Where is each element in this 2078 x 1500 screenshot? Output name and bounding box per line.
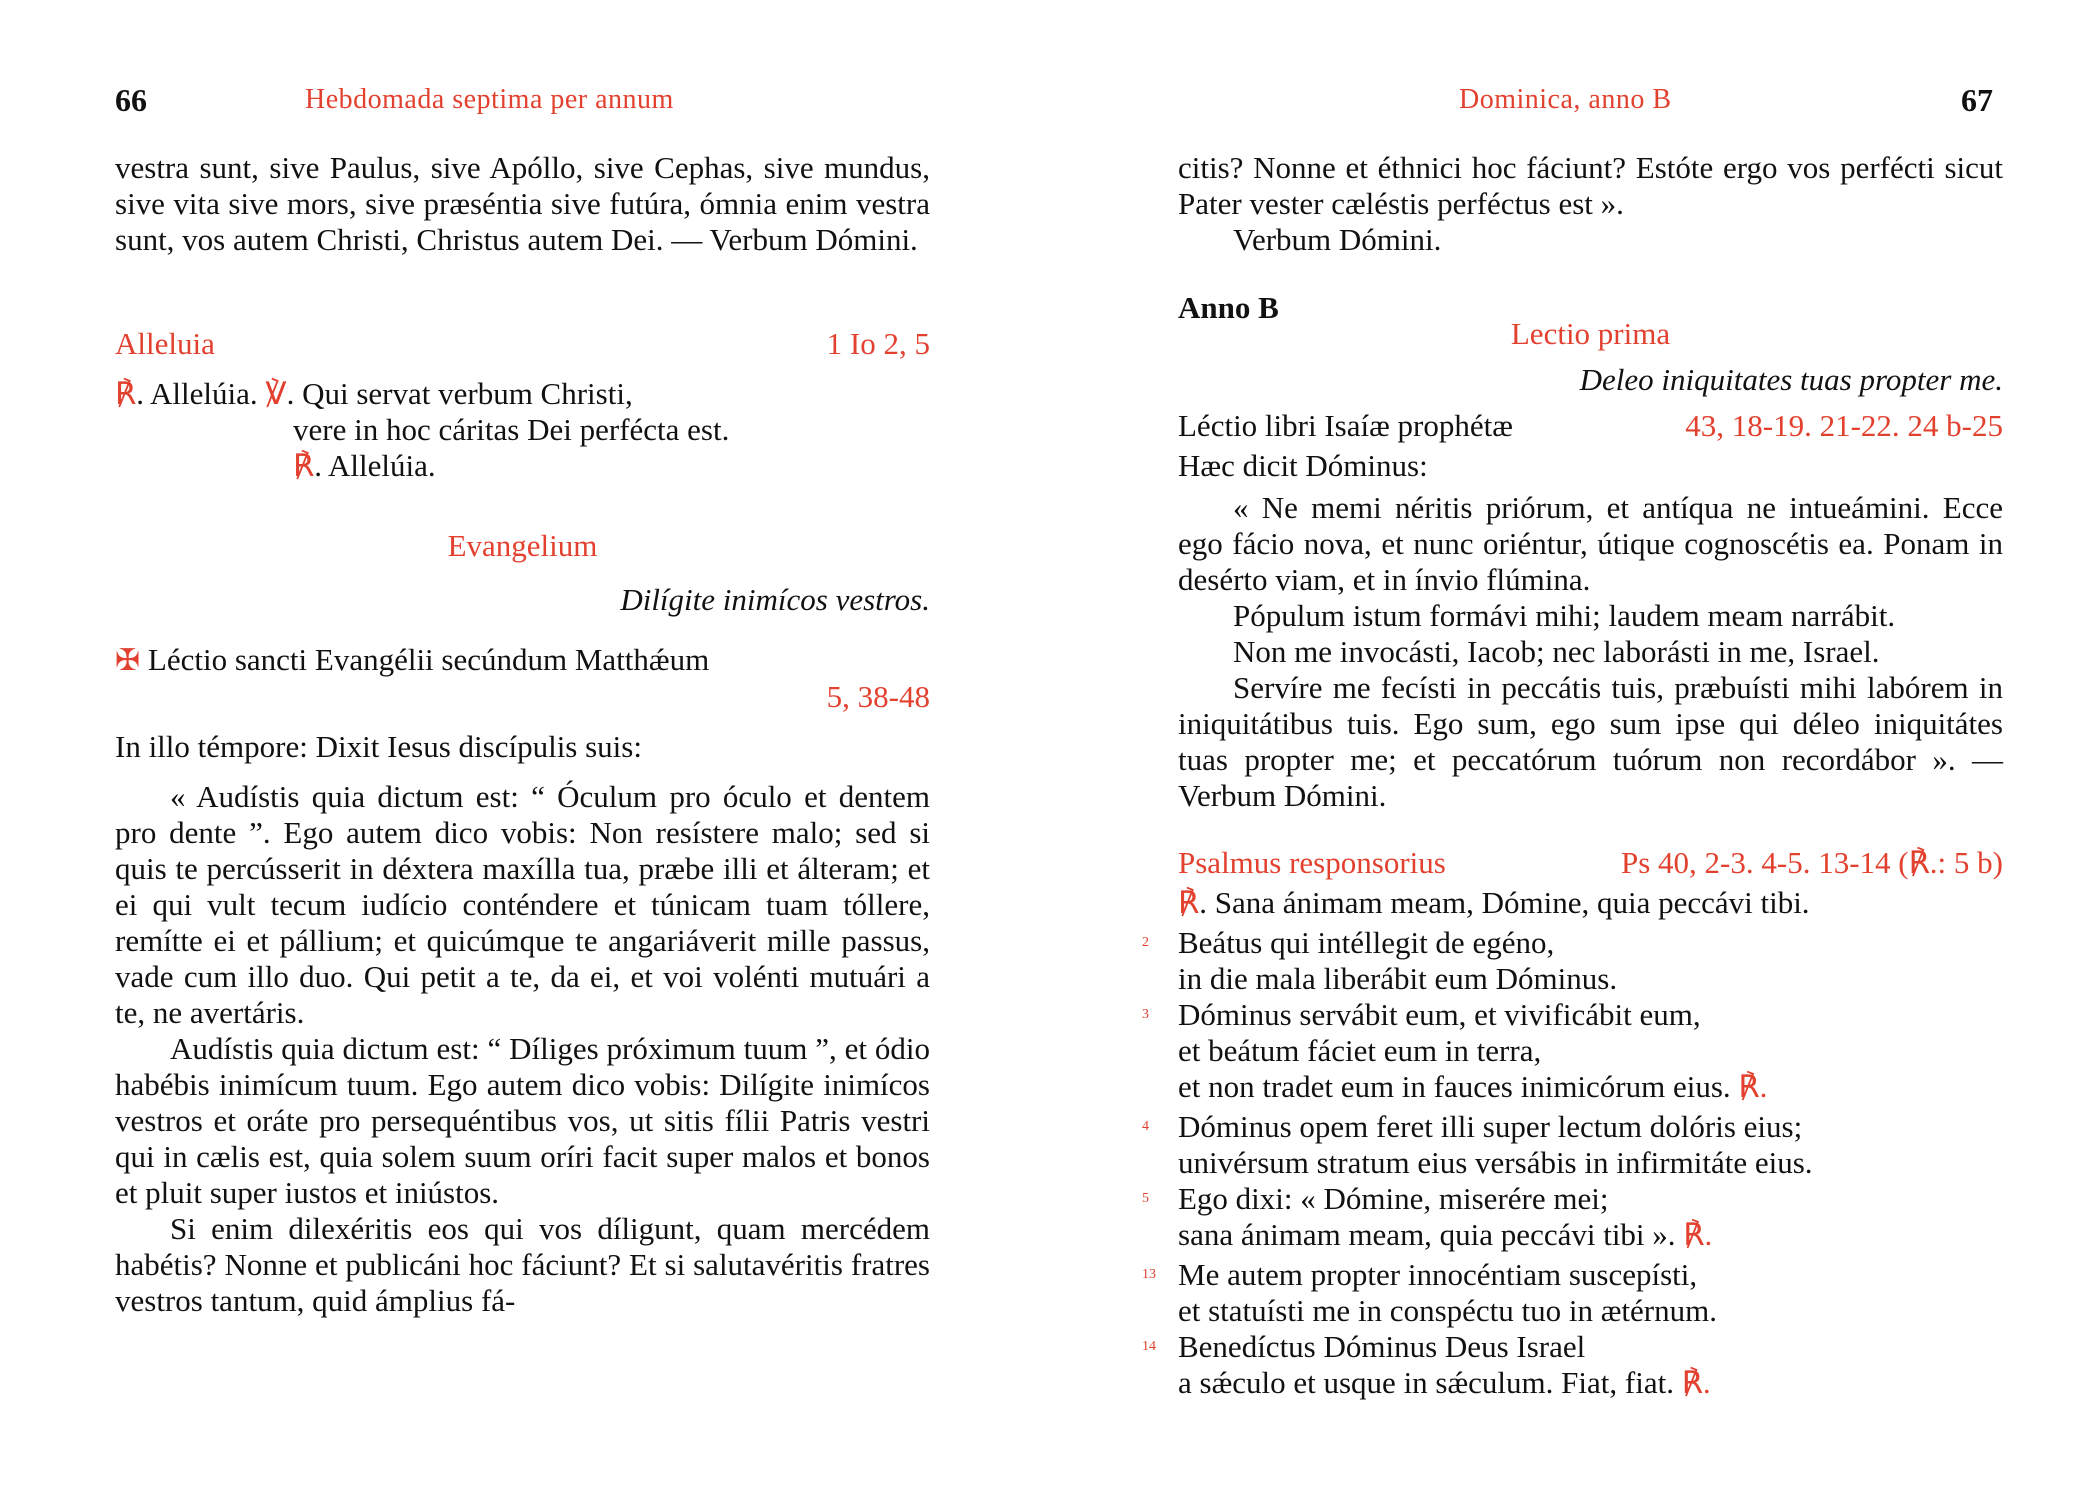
response-mark: ℟. bbox=[1683, 1217, 1713, 1252]
psalmus-response bbox=[1178, 885, 2003, 921]
alleluia-ref: 1 Io 2, 5 bbox=[826, 326, 930, 361]
verse-number: 3 bbox=[1142, 1007, 1149, 1022]
psalmus-title: Psalmus responsorius bbox=[1178, 845, 1446, 880]
lectio-body bbox=[1178, 490, 2003, 814]
lectio-line bbox=[1178, 408, 2003, 444]
paragraph: Verbum Dómini. bbox=[1233, 222, 1442, 257]
evangelium-ref: 5, 38-48 bbox=[826, 679, 930, 714]
evangelium-intro: In illo témpore: Dixit Iesus discípulis suis: bbox=[115, 729, 642, 764]
response-mark: ℟. bbox=[1681, 1365, 1711, 1400]
paragraph: Audístis quia dictum est: “ Díliges próximum tuum ”, et ódio habébis inimícum tuum. Ego autem dico vobis: Dilígite inimícos vestros et oráte pro persequéntibus vos, ut sitis fílii Patris vestri qui in cælis est, quia solem suum oríri facit super malos et bonos et pluit super iustos et iniústos. bbox=[115, 1031, 930, 1210]
verse-number: 14 bbox=[1142, 1339, 1156, 1354]
page-number: 66 bbox=[115, 82, 147, 118]
response-mark: ℟. bbox=[1738, 1069, 1768, 1104]
psalm-stanza bbox=[1142, 1181, 2003, 1253]
alleluia-response-2 bbox=[115, 448, 930, 484]
psalm-stanza bbox=[1142, 1257, 2003, 1329]
verse-symbol: ℣ bbox=[265, 376, 287, 411]
psalm-stanza bbox=[1142, 1329, 2003, 1401]
intro-text: vestra sunt, sive Paulus, sive Apóllo, sive Cephas, sive mundus, sive vita sive mors, sive præséntia sive futúra, ómnia enim vestra sunt, vos autem Christi, Christus autem Dei. — Verbum Dómini. bbox=[115, 150, 930, 257]
paragraph: « Ne memi néritis priórum, et antíqua ne intueámini. Ecce ego fácio nova, et nunc oriéntur, útique cognoscétis ea. Ponam in desérto viam, et in ínvio flúmina. bbox=[1178, 490, 2003, 597]
psalm-line: Benedíctus Dóminus Deus Israel bbox=[1178, 1329, 1586, 1364]
psalm-line: Dóminus opem feret illi super lectum dolóris eius; bbox=[1178, 1109, 1803, 1144]
continuation-text bbox=[1178, 150, 2003, 258]
verse-number: 13 bbox=[1142, 1267, 1156, 1282]
psalm-stanza bbox=[1142, 997, 2003, 1105]
evangelium-lectio-line bbox=[115, 642, 930, 679]
psalmus-ref: Ps 40, 2-3. 4-5. 13-14 (℟.: 5 b) bbox=[1621, 845, 2003, 880]
response-symbol: ℟ bbox=[115, 376, 137, 411]
evangelium-title: Evangelium bbox=[447, 528, 598, 563]
lectio-ref: 43, 18-19. 21-22. 24 b-25 bbox=[1685, 408, 2003, 443]
response-text: . Allelúia. bbox=[136, 376, 258, 411]
psalm-line: Dóminus servábit eum, et vivificábit eum, bbox=[1178, 997, 1701, 1032]
response-text: . Allelúia. bbox=[314, 448, 436, 483]
psalmus-heading bbox=[1178, 845, 2003, 881]
response-symbol: ℟ bbox=[1178, 885, 1200, 920]
psalm-line: sana ánimam meam, quia peccávi tibi ». bbox=[1178, 1217, 1676, 1252]
paragraph: « Audístis quia dictum est: “ Óculum pro óculo et dentem pro dente ”. Ego autem dico vobis: Non resístere malo; sed si quis te percússerit in déxtera maxílla tua, præbe illi et álteram; et ei qui vult tecum iudício conténdere et túnicam tuam tóllere, remítte ei et pállium; et quicúmque te angariáverit mille passus, vade cum illo duo. Qui petit a te, da ei, et voi volénti mutuári a te, ne avertáris. bbox=[115, 779, 930, 1030]
verse-number: 5 bbox=[1142, 1191, 1149, 1206]
evangelium-body bbox=[115, 779, 930, 1319]
running-head: Dominica, anno B bbox=[1459, 84, 1672, 115]
psalm-line: et beátum fáciet eum in terra, bbox=[1178, 1033, 1542, 1068]
psalm-line: Me autem propter innocéntiam suscepísti, bbox=[1178, 1257, 1698, 1292]
paragraph: Servíre me fecísti in peccátis tuis, præbuísti mihi labórem in iniquitátibus tuis. Ego sum, ego sum ipse qui déleo iniquitátes tuas propter me; et peccatórum tuórum non recordábor ». — Verbum Dómini. bbox=[1178, 670, 2003, 813]
page-number: 67 bbox=[1961, 82, 1993, 118]
psalm-line: a sǽculo et usque in sǽculum. Fiat, fiat. bbox=[1178, 1365, 1674, 1400]
alleluia-section bbox=[115, 326, 930, 484]
alleluia-heading bbox=[115, 326, 930, 362]
psalm-line: Beátus qui intéllegit de egéno, bbox=[1178, 925, 1555, 960]
anno-heading: Anno B bbox=[1178, 290, 1279, 325]
verse-line: vere in hoc cáritas Dei perfécta est. bbox=[293, 412, 730, 447]
psalm-line: et statuísti me in conspéctu tuo in ætérnum. bbox=[1178, 1293, 1717, 1328]
paragraph: Non me invocásti, Iacob; nec laborásti in me, Israel. bbox=[1233, 634, 1880, 669]
psalm-line: in die mala liberábit eum Dóminus. bbox=[1178, 961, 1618, 996]
response-symbol: ℟ bbox=[293, 448, 315, 483]
lectio-prima-subtitle: Deleo iniquitates tuas propter me. bbox=[1579, 362, 2003, 397]
lectio-prima-section bbox=[1178, 290, 2003, 814]
cross-icon: ✠ bbox=[115, 644, 141, 677]
evangelium-subtitle: Dilígite inimícos vestros. bbox=[620, 582, 930, 617]
response-text: . Sana ánimam meam, Dómine, quia peccávi tibi. bbox=[1199, 885, 1810, 920]
paragraph: citis? Nonne et éthnici hoc fáciunt? Estóte ergo vos perfécti sicut Pater vester cæléstis perféctus est ». bbox=[1178, 150, 2003, 221]
lectio-intro: Hæc dicit Dóminus: bbox=[1178, 448, 1428, 483]
paragraph: Pópulum istum formávi mihi; laudem meam narrábit. bbox=[1233, 598, 1896, 633]
verse-number: 4 bbox=[1142, 1119, 1149, 1134]
lectio-text: Léctio sancti Evangélii secúndum Matthǽum bbox=[147, 642, 710, 677]
running-head: Hebdomada septima per annum bbox=[305, 84, 674, 115]
psalm-stanza bbox=[1142, 1109, 2003, 1181]
psalm-line: Ego dixi: « Dómine, miserére mei; bbox=[1178, 1181, 1609, 1216]
lectio-text: Léctio libri Isaíæ prophétæ bbox=[1178, 408, 1513, 443]
verse-number: 2 bbox=[1142, 935, 1149, 950]
alleluia-response bbox=[115, 376, 930, 412]
evangelium-section bbox=[115, 528, 930, 1319]
psalmus-section bbox=[1142, 845, 2003, 1401]
alleluia-title: Alleluia bbox=[115, 326, 215, 361]
verse-line: . Qui servat verbum Christi, bbox=[286, 376, 633, 411]
psalm-line: univérsum stratum eius versábis in infirmitáte eius. bbox=[1178, 1145, 1813, 1180]
paragraph: Si enim dilexéritis eos qui vos díligunt, quam mercédem habétis? Nonne et publicáni hoc fáciunt? Et si salutavéritis fratres vestros tantum, quid ámplius fá- bbox=[115, 1211, 930, 1318]
lectio-prima-title: Lectio prima bbox=[1510, 316, 1671, 351]
psalm-stanza bbox=[1142, 925, 2003, 997]
right-page bbox=[1039, 0, 2078, 1500]
psalm-line: et non tradet eum in fauces inimicórum eius. bbox=[1178, 1069, 1731, 1104]
